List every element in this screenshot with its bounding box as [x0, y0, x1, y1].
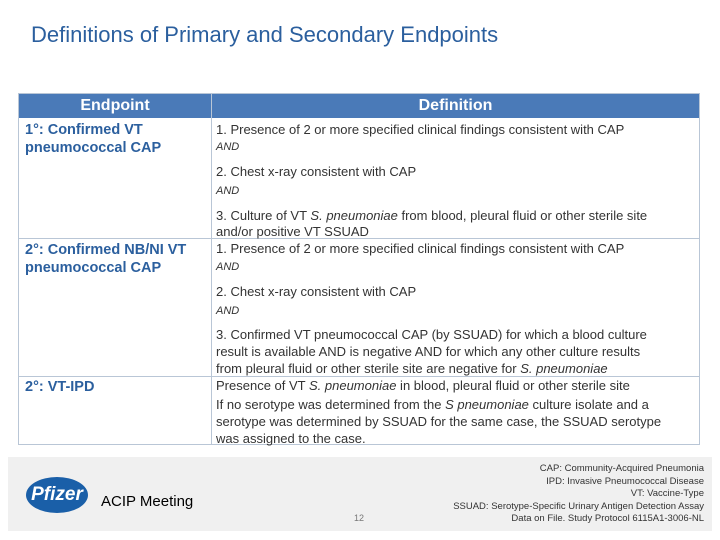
endpoint-line: pneumococcal CAP: [25, 260, 162, 276]
definition-line: 3. Confirmed VT pneumococcal CAP (by SSUAD) for which a blood culture: [216, 327, 647, 342]
endpoint-line: pneumococcal CAP: [25, 140, 162, 156]
definition-line: Presence of VT S. pneumoniae in blood, pleural fluid or other sterile site: [216, 378, 630, 393]
abbreviation-line: CAP: Community-Acquired Pneumonia: [539, 463, 704, 474]
footer: [8, 457, 712, 531]
definition-line: and/or positive VT SSUAD: [216, 224, 369, 239]
abbreviation-line: VT: Vaccine-Type: [630, 488, 704, 499]
column-divider: [211, 94, 212, 444]
definition-line: 3. Culture of VT S. pneumoniae from blood, pleural fluid or other sterile site: [216, 208, 648, 223]
abbreviation-line: IPD: Invasive Pneumococcal Disease: [546, 475, 704, 487]
pfizer-logo: Pfizer: [26, 477, 88, 513]
page-number: 12: [354, 513, 365, 523]
definition-line: result is available AND is negative AND for which any other culture results: [216, 344, 641, 359]
endpoint-column-header: Endpoint: [19, 94, 211, 118]
definition-column-header: Definition: [212, 94, 699, 118]
page-title: Definitions of Primary and Secondary Endpoints: [31, 22, 499, 47]
definition-line: 1. Presence of 2 or more specified clinical findings consistent with CAP: [216, 241, 625, 256]
endpoint-line: 2°: VT-IPD: [25, 379, 95, 395]
definition-line: serotype was determined by SSUAD for the same case, the SSUAD serotype: [216, 414, 662, 429]
abbreviation-line: Data on File. Study Protocol 6115A1-3006-NL: [511, 513, 704, 524]
definition-line: from pleural fluid or other sterile site are negative for S. pneumoniae: [216, 361, 608, 376]
abbreviation-line: SSUAD: Serotype-Specific Urinary Antigen Detection Assay: [453, 500, 704, 512]
definition-line: If no serotype was determined from the S pneumoniae culture isolate and a: [216, 397, 649, 412]
definition-line: 2. Chest x-ray consistent with CAP: [216, 284, 417, 299]
and-connector: AND: [216, 185, 240, 197]
and-connector: AND: [216, 261, 240, 273]
and-connector: AND: [216, 305, 240, 317]
endpoint-secondary-nbni-cap: [25, 241, 209, 277]
endpoint-line: 1°: Confirmed VT: [25, 122, 143, 138]
endpoint-secondary-vt-ipd: [25, 378, 209, 396]
definition-line: 2. Chest x-ray consistent with CAP: [216, 164, 417, 179]
endpoint-primary-cap: [25, 121, 209, 157]
abbreviations-list: [453, 463, 704, 526]
definition-line: 1. Presence of 2 or more specified clinical findings consistent with CAP: [216, 122, 625, 137]
and-connector: AND: [216, 141, 240, 153]
meeting-label: ACIP Meeting: [101, 493, 194, 510]
definition-line: was assigned to the case.: [216, 431, 366, 446]
endpoint-line: 2°: Confirmed NB/NI VT: [25, 242, 187, 258]
endpoints-table: [18, 93, 700, 445]
